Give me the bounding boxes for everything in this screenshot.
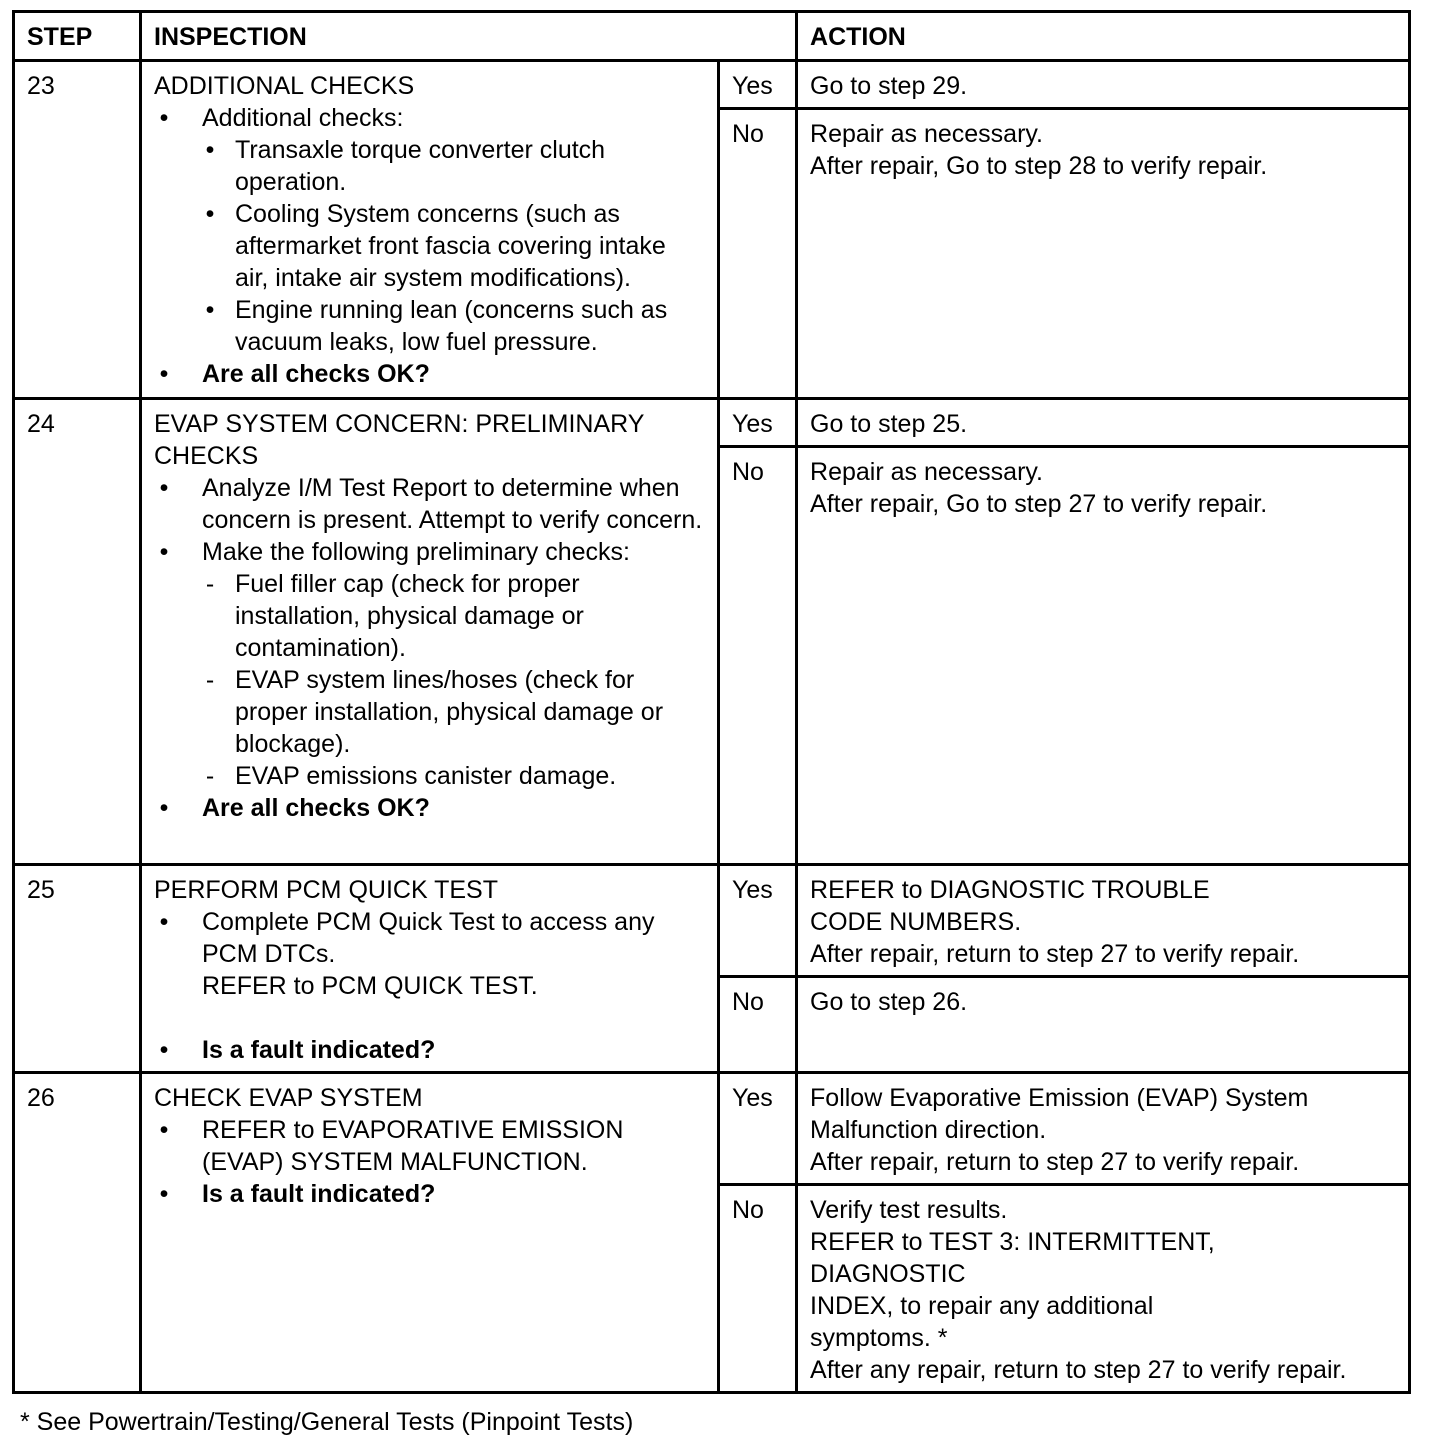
sub-dash-item: - Fuel filler cap (check for proper installation, physical damage or contamination). <box>202 568 705 664</box>
step-23-yes-row <box>14 61 1410 109</box>
bullet-icon: • <box>159 1116 169 1144</box>
sub-bullet-item: • Engine running lean (concerns such as vacuum leaks, low fuel pressure. <box>202 294 705 358</box>
sub-bullet-item: • Cooling System concerns (such as aftermarket front fascia covering intake air, intake air system modifications). <box>202 198 705 294</box>
step-number: 25 <box>14 865 141 1073</box>
dash-icon: - <box>205 570 215 598</box>
no-label: No <box>719 447 797 865</box>
step-25-yes-row <box>14 865 1410 977</box>
inspection-cell <box>141 61 719 399</box>
bullet-icon: • <box>159 794 169 822</box>
bullet-item <box>154 1178 705 1210</box>
inspection-title: PERFORM PCM QUICK TEST <box>154 876 499 904</box>
yes-label: Yes <box>719 865 797 977</box>
no-label: No <box>719 109 797 399</box>
bullet-icon: • <box>159 538 169 566</box>
inspection-cell <box>141 865 719 1073</box>
bullet-icon: • <box>159 1180 169 1208</box>
yes-action: Go to step 29. <box>797 61 1410 109</box>
refer-text: REFER to PCM QUICK TEST. <box>202 972 538 1000</box>
yes-label: Yes <box>719 1073 797 1185</box>
no-action: Verify test results. REFER to TEST 3: INTERMITTENT, DIAGNOSTIC INDEX, to repair any additional symptoms. * After any repair, return to step 27 to verify repair. <box>797 1185 1410 1393</box>
step-24-yes-row <box>14 399 1410 447</box>
bullet-item <box>154 792 705 824</box>
inspection-title: EVAP SYSTEM CONCERN: PRELIMINARY CHECKS <box>154 410 644 470</box>
no-label: No <box>719 1185 797 1393</box>
bullet-item: • REFER to EVAPORATIVE EMISSION (EVAP) SYSTEM MALFUNCTION. <box>154 1114 705 1178</box>
bullet-item: • Make the following preliminary checks: - Fuel filler cap (check for proper installation, physical damage or contamination). - EVAP system lines/hoses (check for proper installation, physical damage or blockage). - EVAP emissions canister damage. <box>154 536 705 792</box>
step-number: 26 <box>14 1073 141 1393</box>
sub-dash-item: - EVAP emissions canister damage. <box>202 760 705 792</box>
bullet-item <box>154 358 705 390</box>
no-label: No <box>719 977 797 1073</box>
bullet-icon: • <box>205 296 215 324</box>
bullet-item <box>154 1034 705 1066</box>
yes-action: Go to step 25. <box>797 399 1410 447</box>
inspection-title: CHECK EVAP SYSTEM <box>154 1084 423 1112</box>
dash-icon: - <box>205 762 215 790</box>
bullet-item: • Complete PCM Quick Test to access any PCM DTCs. REFER to PCM QUICK TEST. <box>154 906 705 1034</box>
header-action: ACTION <box>797 12 1410 61</box>
no-action: Repair as necessary. After repair, Go to step 27 to verify repair. <box>797 447 1410 865</box>
question: Are all checks OK? <box>202 360 430 388</box>
inspection-cell <box>141 399 719 865</box>
bullet-icon: • <box>159 360 169 388</box>
bullet-icon: • <box>205 136 215 164</box>
header-row <box>14 12 1410 61</box>
dash-icon: - <box>205 666 215 694</box>
header-inspection: INSPECTION <box>141 12 797 61</box>
bullet-icon: • <box>159 104 169 132</box>
sub-bullet-item: • Transaxle torque converter clutch operation. <box>202 134 705 198</box>
step-number: 24 <box>14 399 141 865</box>
question: Is a fault indicated? <box>202 1036 436 1064</box>
yes-action: REFER to DIAGNOSTIC TROUBLE CODE NUMBERS. After repair, return to step 27 to verify repair. <box>797 865 1410 977</box>
header-step: STEP <box>14 12 141 61</box>
bullet-item: • Additional checks: • Transaxle torque converter clutch operation. • Cooling System concerns (such as aftermarket front fascia covering intake air, intake air system modifications). • Engine running lean (concerns such as vacuum leaks, low fuel pressure. <box>154 102 705 358</box>
bullet-item: • Analyze I/M Test Report to determine when concern is present. Attempt to verify concern. <box>154 472 705 536</box>
sub-dash-item: - EVAP system lines/hoses (check for proper installation, physical damage or blockage). <box>202 664 705 760</box>
yes-action: Follow Evaporative Emission (EVAP) System Malfunction direction. After repair, return to step 27 to verify repair. <box>797 1073 1410 1185</box>
footnote: * See Powertrain/Testing/General Tests (Pinpoint Tests) <box>20 1408 634 1436</box>
diagnostic-table <box>12 10 1411 1394</box>
question: Are all checks OK? <box>202 794 430 822</box>
no-action: Go to step 26. <box>797 977 1410 1073</box>
step-number: 23 <box>14 61 141 399</box>
bullet-icon: • <box>205 200 215 228</box>
inspection-title: ADDITIONAL CHECKS <box>154 72 415 100</box>
step-26-yes-row <box>14 1073 1410 1185</box>
bullet-icon: • <box>159 908 169 936</box>
no-action: Repair as necessary. After repair, Go to step 28 to verify repair. <box>797 109 1410 399</box>
bullet-icon: • <box>159 1036 169 1064</box>
yes-label: Yes <box>719 399 797 447</box>
bullet-icon: • <box>159 474 169 502</box>
inspection-cell <box>141 1073 719 1393</box>
question: Is a fault indicated? <box>202 1180 436 1208</box>
yes-label: Yes <box>719 61 797 109</box>
